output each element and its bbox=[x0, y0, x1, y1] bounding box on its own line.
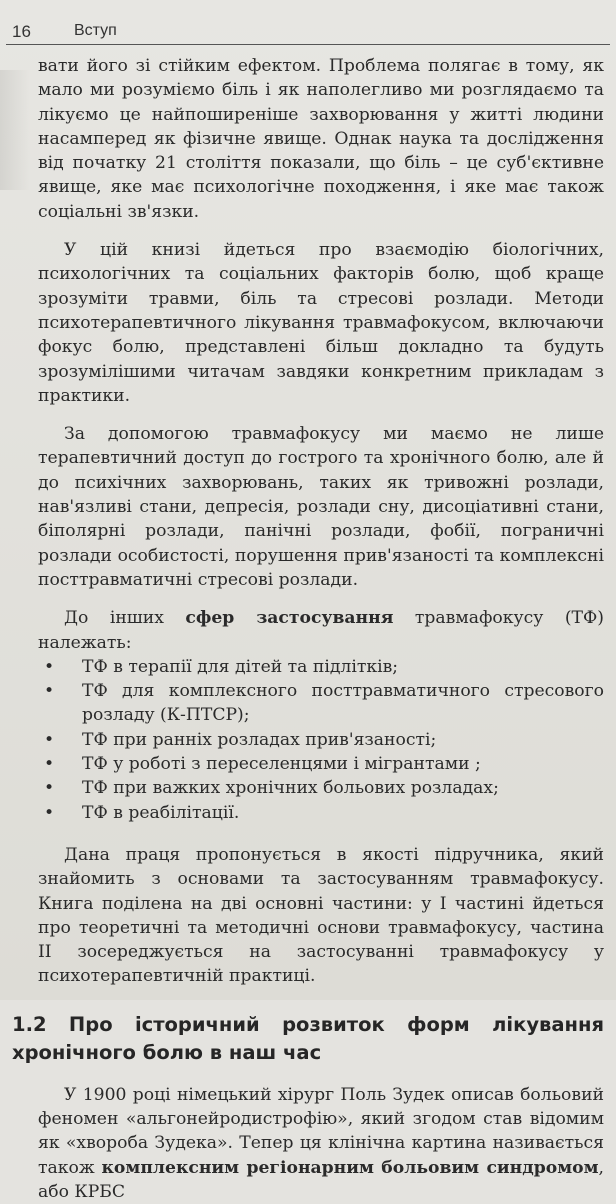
paragraph-3: За допомогою травмафокусу ми маємо не лише терапевтичний доступ до гострого та хронічного болю, але й до психічних захворювань, таких як тривожні розлади, нав'язливі стани, депресія, розлади сну, дисоціативні стани, біполярні розлади, панічні розлади, фобії, пограничні розлади особистості, порушення прив'язаності та комплексні посттравматичні стресові розлади. bbox=[38, 424, 604, 590]
list-item: • ТФ при ранніх розладах прив'язаності; bbox=[82, 728, 604, 752]
list-item: • ТФ для комплексного посттравматичного стресового розладу (К-ПТСР); bbox=[82, 679, 604, 728]
paragraph-5: Дана праця пропонується в якості підручника, який знайомить з основами та застосуванням травмафокусу. Книга поділена на дві основні частини: у І частині йдеться про теоретичні та методичні основи травмафокусу, частина ІІ зосереджується на застосуванні травмафокусу у психотерапевтичній практиці. bbox=[38, 844, 604, 987]
list-item: • ТФ у роботі з переселенцями і мігрантами ; bbox=[82, 752, 604, 776]
list-item: • ТФ в реабілітації. bbox=[82, 801, 604, 825]
header-rule bbox=[6, 44, 610, 45]
page-number: 16 bbox=[12, 22, 31, 41]
list-item: • ТФ в терапії для дітей та підлітків; bbox=[82, 655, 604, 679]
section-heading: 1.2 Про історичний розвиток форм лікування хронічного болю в наш час bbox=[12, 1012, 604, 1064]
application-list bbox=[38, 655, 604, 825]
paragraph-1: вати його зі стійким ефектом. Проблема полягає в тому, як мало ми розуміємо біль і як наполегливо ми розглядаємо та лікуємо це найпоширеніше захворювання у житті людини насамперед як фізичне явище. Однак наука та дослідження від початку 21 століття показали, що біль – це суб'єктивне явище, яке має психологічне походження, і яке має також соціальні зв'язки. bbox=[38, 56, 604, 222]
page-body bbox=[12, 54, 604, 1204]
paragraph-4-bold: сфер застосування bbox=[185, 608, 394, 629]
section-name: Вступ bbox=[74, 22, 117, 39]
paragraph-2: У цій книзі йдеться про взаємодію біологічних, психологічних та соціальних факторів болю, щоб краще зрозуміти травми, біль та стресові розлади. Методи психотерапевтичного лікування травмафокусом, включаючи фокус болю, представлені більш докладно та будуть зрозумілішими читачам завдяки конкретним прикладам з практики. bbox=[38, 240, 604, 406]
paragraph-6-text-after: , або КРБС bbox=[38, 1157, 604, 1202]
paragraph-4 bbox=[38, 606, 604, 655]
paragraph-4-text-before: До інших bbox=[64, 608, 186, 629]
paragraph-6-bold: комплексним регіонарним больовим синдромом bbox=[101, 1157, 599, 1178]
list-item: • ТФ при важких хронічних больових розладах; bbox=[82, 776, 604, 800]
paragraph-6 bbox=[38, 1083, 604, 1204]
running-header bbox=[0, 22, 616, 46]
paragraph-4-text-after: травмафокусу (ТФ) належать: bbox=[38, 608, 604, 653]
page-shadow bbox=[0, 70, 30, 190]
paragraph-6-text-before: У 1900 році німецький хірург Поль Зудек описав больовий феномен «альгонейродистрофію», який згодом став відомим як «хвороба Зудека». Тепер ця клінічна картина називається також bbox=[38, 1084, 604, 1178]
